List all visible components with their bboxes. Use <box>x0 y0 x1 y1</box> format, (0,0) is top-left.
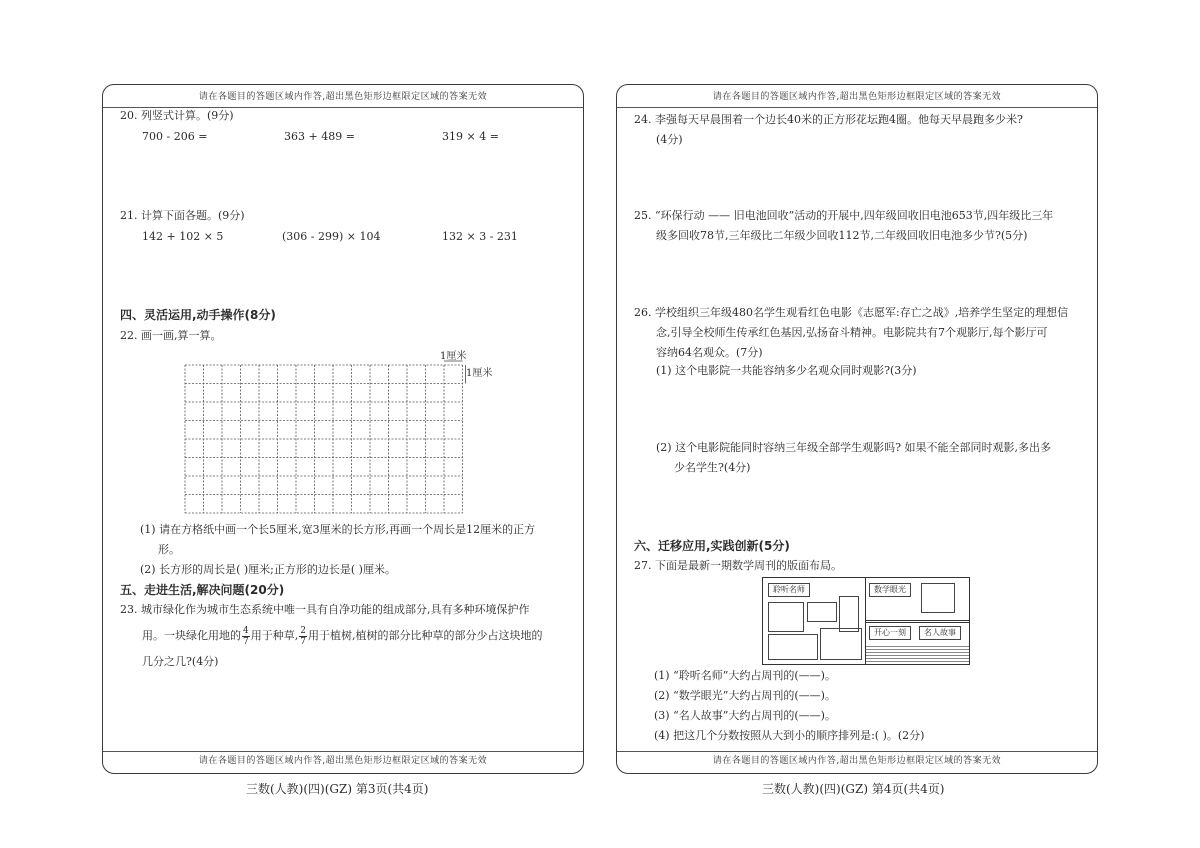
q27-part-1: (1) “聆听名师”大约占周刊的(——)。 <box>654 669 836 682</box>
q23-text-c: 用于植树,植树的部分比种草的部分少占这块地的 <box>307 629 543 642</box>
section-4-heading: 四、灵活运用,动手操作(8分) <box>120 308 276 322</box>
layout-block <box>768 634 818 660</box>
answer-area-notice-top: 请在各题目的答题区域内作答,超出黑色矩形边框限定区域的答案无效 <box>198 92 488 102</box>
notice-divider <box>617 107 1097 108</box>
notice-divider <box>103 751 583 752</box>
layout-block <box>768 602 804 632</box>
q20-item-1: 700 - 206 = <box>142 130 208 143</box>
layout-block <box>820 628 862 660</box>
notice-divider <box>617 751 1097 752</box>
q20-item-2: 363 + 489 = <box>284 130 355 143</box>
q25-line-2: 级多回收78节,三年级比二年级少回收112节,二年级回收旧电池多少节?(5分) <box>656 229 1028 242</box>
q22-part-1: (1) 请在方格纸中画一个长5厘米,宽3厘米的长方形,再画一个周长是12厘米的正方 <box>140 523 536 536</box>
q22-part-1-cont: 形。 <box>158 543 180 556</box>
section-5-heading: 五、走进生活,解决问题(20分) <box>120 583 285 597</box>
answer-area-notice-bottom: 请在各题目的答题区域内作答,超出黑色矩形边框限定区域的答案无效 <box>198 756 488 766</box>
answer-area-notice-bottom: 请在各题目的答题区域内作答,超出黑色矩形边框限定区域的答案无效 <box>712 756 1002 766</box>
section-6-heading: 六、迁移应用,实践创新(5分) <box>634 539 790 553</box>
q27-part-3: (3) “名人故事”大约占周刊的(——)。 <box>654 709 836 722</box>
layout-block <box>807 602 837 622</box>
layout-block <box>921 583 955 613</box>
q25-line-1: 25. “环保行动 —— 旧电池回收”活动的开展中,四年级回收旧电池653节,四年级比三年 <box>634 209 1054 222</box>
q23-line-1: 23. 城市绿化作为城市生态系统中唯一具有自净功能的组成部分,具有多种环境保护作 <box>120 603 530 616</box>
unit-label-side: 1厘米 <box>466 368 493 379</box>
q23-text-b: 用于种草, <box>250 629 299 642</box>
grid-paper <box>180 345 510 515</box>
question-20-title: 20. 列竖式计算。(9分) <box>120 109 234 122</box>
box-math-vision: 数学眼光 <box>869 583 911 597</box>
q27-part-4: (4) 把这几个分数按照从大到小的顺序排列是:( )。(2分) <box>654 729 925 742</box>
q23-line-3: 几分之几?(4分) <box>142 655 219 668</box>
box-fun-moment: 开心一刻 <box>869 626 911 640</box>
fraction-4-7: $\frac{4}{7}$ <box>243 625 249 647</box>
q26-line-3: 容纳64名观众。(7分) <box>656 346 763 359</box>
q24-line-2: (4分) <box>656 133 683 146</box>
q20-item-3: 319 × 4 = <box>442 130 499 143</box>
weekly-layout-diagram <box>762 577 970 665</box>
q21-item-3: 132 × 3 - 231 <box>442 230 518 243</box>
q26-line-2: 念,引导全校师生传承红色基因,弘扬奋斗精神。电影院共有7个观影厅,每个影厅可 <box>656 326 1048 339</box>
layout-divider <box>866 622 969 623</box>
q24-line-1: 24. 李强每天早晨围着一个边长40米的正方形花坛跑4圈。他每天早晨跑多少米? <box>634 113 1023 126</box>
q23-line-2 <box>142 624 542 648</box>
layout-divider <box>866 620 969 621</box>
fraction-2-7: $\frac{2}{7}$ <box>300 625 306 647</box>
question-27-title: 27. 下面是最新一期数学周刊的版面布局。 <box>634 559 842 572</box>
page-3-footer: 三数(人教)(四)(GZ) 第3页(共4页) <box>246 782 429 796</box>
q26-part-2: (2) 这个电影院能同时容纳三年级全部学生观影吗? 如果不能全部同时观影,多出多 <box>656 441 1051 454</box>
box-famous-stories: 名人故事 <box>919 626 961 640</box>
q22-part-2: (2) 长方形的周长是( )厘米;正方形的边长是( )厘米。 <box>140 563 396 576</box>
layout-block <box>839 596 859 632</box>
question-22-title: 22. 画一画,算一算。 <box>120 329 222 342</box>
q23-text-a: 用。一块绿化用地的 <box>142 629 241 642</box>
q27-part-2: (2) “数学眼光”大约占周刊的(——)。 <box>654 689 836 702</box>
q21-item-2: (306 - 299) × 104 <box>282 230 381 243</box>
q26-part-2-cont: 少名学生?(4分) <box>674 461 751 474</box>
box-listen-teacher: 聆听名师 <box>768 583 810 597</box>
q26-line-1: 26. 学校组织三年级480名学生观看红色电影《志愿军:存亡之战》,培养学生坚定的理想信 <box>634 306 1069 319</box>
question-21-title: 21. 计算下面各题。(9分) <box>120 209 245 222</box>
q26-part-1: (1) 这个电影院一共能容纳多少名观众同时观影?(3分) <box>656 364 917 377</box>
q21-item-1: 142 + 102 × 5 <box>142 230 224 243</box>
page-4-footer: 三数(人教)(四)(GZ) 第4页(共4页) <box>762 782 945 796</box>
text-lines-block <box>866 644 969 664</box>
answer-area-notice-top: 请在各题目的答题区域内作答,超出黑色矩形边框限定区域的答案无效 <box>712 92 1002 102</box>
unit-label-top: 1厘米 <box>440 351 467 362</box>
